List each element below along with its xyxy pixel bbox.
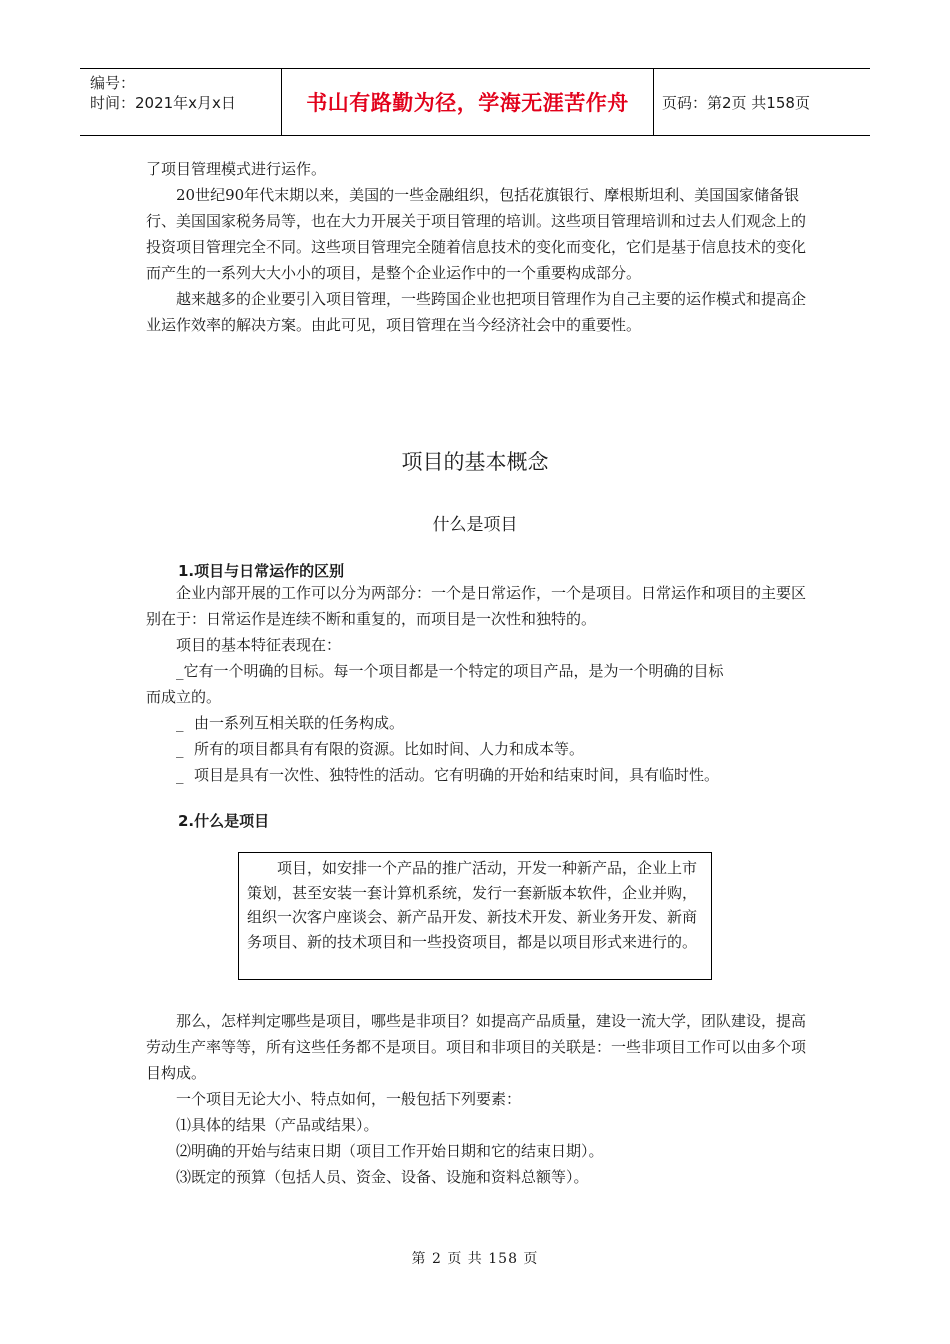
project-definition-box: 项目，如安排一个产品的推广活动，开发一种新产品，企业上市策划，甚至安装一套计算机系统，发行一套新版本软件，企业并购，组织一次客户座谈会、新产品开发、新技术开发、新业务开发、新商务项目、新的技术项目和一些投资项目，都是以项目形式来进行的。: [238, 852, 712, 980]
document-code: 编号：: [90, 74, 136, 92]
element-item: ⑵明确的开始与结束日期（项目工作开始日期和它的结束日期）。: [176, 1142, 604, 1160]
element-item: ⑴具体的结果（产品或结果）。: [176, 1116, 379, 1134]
section-subtitle: 什么是项目: [432, 515, 518, 535]
part1-paragraph-1: 企业内部开展的工作可以分为两部分：一个是日常运作，一个是项目。日常运作和项目的主要区别在于：日常运作是连续不断和重复的，而项目是一次性和独特的。: [146, 584, 807, 628]
bullet-text: 它有一个明确的目标。每一个项目都是一个特定的项目产品，是为一个明确的目标: [183, 662, 724, 680]
header-motto: 书山有路勤为径，学海无涯苦作舟: [282, 69, 654, 135]
bullet-mark: _: [176, 740, 184, 758]
document-date: 时间：2021年x月x日: [90, 94, 236, 112]
bullet-text: 项目是具有一次性、独特性的活动。它有明确的开始和结束时间，具有临时性。: [194, 766, 720, 784]
bullet-mark: _: [176, 714, 184, 732]
header-meta: [80, 69, 282, 135]
part1-section: [146, 580, 810, 788]
page-header: [80, 68, 870, 136]
part2-section: [146, 1008, 810, 1190]
part2-paragraph-1: 那么，怎样判定哪些是项目，哪些是非项目？如提高产品质量，建设一流大学，团队建设，提高劳动生产率等等，所有这些任务都不是项目。项目和非项目的关联是：一些非项目工作可以由多个项目构成。: [146, 1012, 807, 1082]
part1-heading: 1.项目与日常运作的区别: [178, 562, 345, 580]
section-title: 项目的基本概念: [401, 450, 549, 474]
intro-paragraph-1: 了项目管理模式进行运作。: [146, 160, 327, 178]
intro-paragraph-2: 20世纪90年代末期以来，美国的一些金融组织，包括花旗银行、摩根斯坦利、美国国家储备银行、美国国家税务局等，也在大力开展关于项目管理的培训。这些项目管理培训和过去人们观念上的投资项目管理完全不同。这些项目管理完全随着信息技术的变化而变化，它们是基于信息技术的变化而产生的一系列大大小小的项目，是整个企业运作中的一个重要构成部分。: [146, 186, 807, 282]
header-page-info: 页码：第2页 共158页: [662, 93, 810, 112]
intro-paragraph-3: 越来越多的企业要引入项目管理，一些跨国企业也把项目管理作为自己主要的运作模式和提高企业运作效率的解决方案。由此可见，项目管理在当今经济社会中的重要性。: [146, 290, 807, 334]
bullet-item: [146, 762, 810, 788]
part2-paragraph-2: 一个项目无论大小、特点如何，一般包括下列要素：: [176, 1090, 522, 1108]
page-footer: 第 2 页 共 158 页: [411, 1251, 539, 1267]
bullet-mark: _: [176, 766, 184, 784]
part1-paragraph-2: 项目的基本特征表现在：: [176, 636, 342, 654]
bullet-item: [146, 658, 810, 710]
intro-section: [146, 156, 810, 338]
element-item: ⑶既定的预算（包括人员、资金、设备、设施和资料总额等）。: [176, 1168, 589, 1186]
bullet-item: [146, 710, 810, 736]
bullet-text-continued: 而成立的。: [146, 688, 222, 706]
bullet-text: 所有的项目都具有有限的资源。比如时间、人力和成本等。: [194, 740, 585, 758]
bullet-item: [146, 736, 810, 762]
bullet-mark: _: [176, 662, 184, 680]
bullet-text: 由一系列互相关联的任务构成。: [194, 714, 405, 732]
part2-heading: 2.什么是项目: [178, 812, 270, 830]
